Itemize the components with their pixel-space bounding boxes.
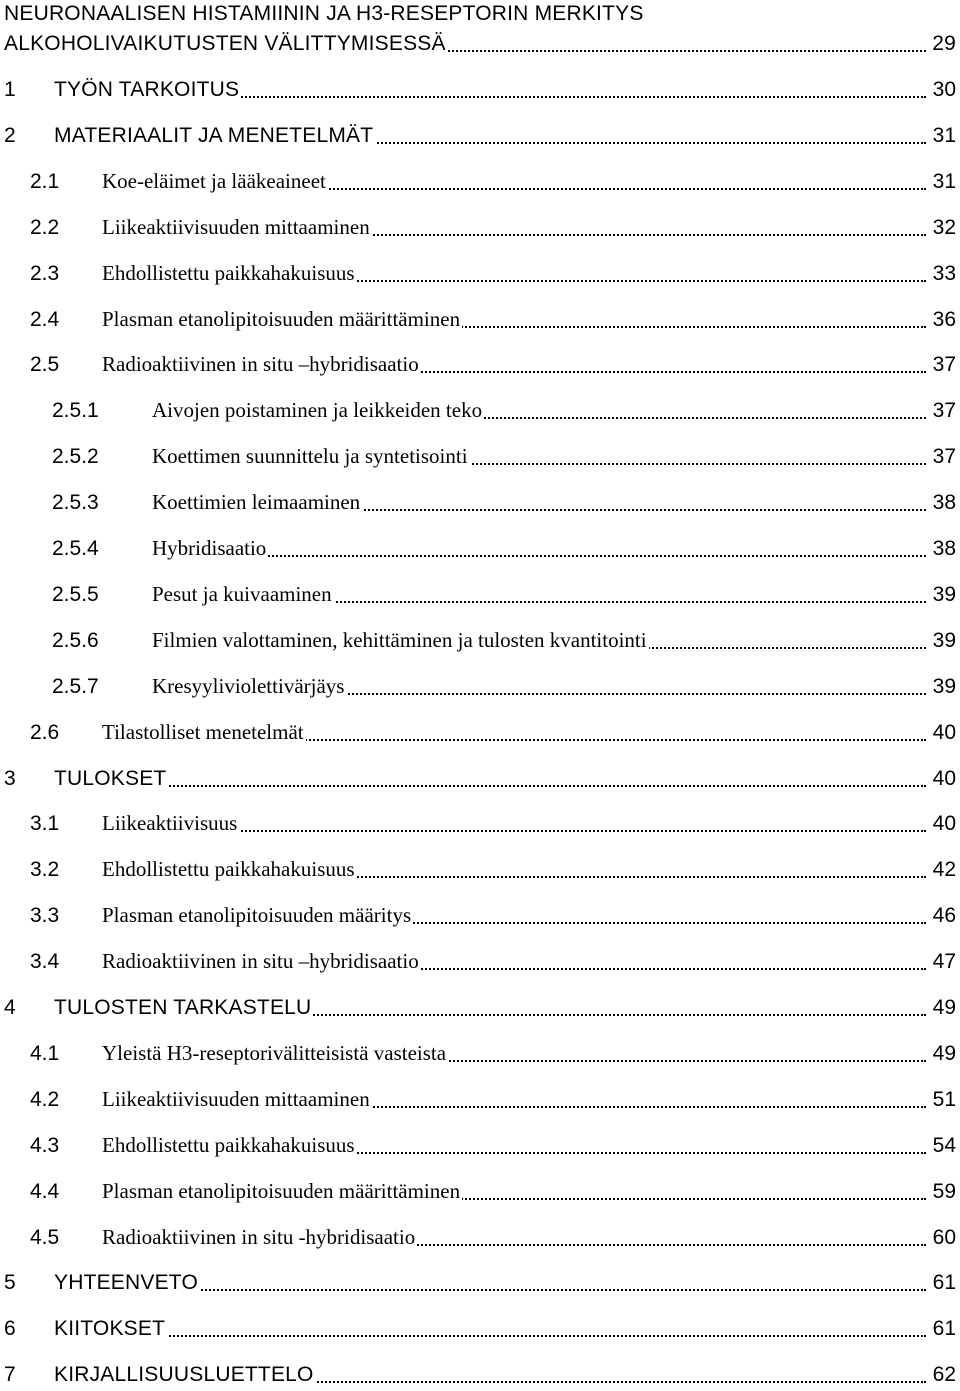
toc-entry-number: 2.4 xyxy=(30,307,60,331)
toc-entry-number: 2.5.1 xyxy=(52,399,99,423)
toc-entry-title: Ehdollistettu paikkahakuisuus xyxy=(102,1132,355,1157)
toc-entry-number: 4.3 xyxy=(30,1133,60,1157)
dot-leader xyxy=(172,555,926,557)
toc-entry-number: 4.1 xyxy=(30,1041,60,1065)
toc-page-number: 36 xyxy=(932,307,956,331)
toc-entry-title: Tilastolliset menetelmät xyxy=(102,719,304,744)
toc-entry[interactable] xyxy=(0,763,956,795)
toc-entry[interactable] xyxy=(0,717,956,749)
toc-heading-line2[interactable] xyxy=(0,28,956,60)
toc-entry-title: MATERIAALIT JA MENETELMÄT xyxy=(54,123,374,147)
toc-entry-number: 1 xyxy=(4,78,16,101)
toc-entry[interactable] xyxy=(0,212,956,244)
toc-page-number: 37 xyxy=(932,353,956,377)
toc-entry[interactable] xyxy=(0,166,956,198)
dot-leader xyxy=(74,1335,926,1337)
toc-entry-number: 3.4 xyxy=(30,950,60,974)
toc-page-number: 40 xyxy=(932,812,956,836)
toc-entry-title: Liikeaktiivisuuden mittaaminen xyxy=(102,1086,370,1111)
toc-entry-number: 5 xyxy=(4,1271,16,1295)
toc-page-number: 59 xyxy=(932,1179,956,1203)
toc-page-number: 46 xyxy=(932,904,956,928)
toc-entry-title: Koe-eläimet ja lääkeaineet xyxy=(102,168,326,193)
toc-page-number: 33 xyxy=(932,261,956,285)
toc-entry[interactable] xyxy=(0,1084,956,1116)
toc-page-number: 62 xyxy=(932,1363,956,1387)
toc-entry-number: 4.5 xyxy=(30,1225,60,1249)
toc-entry-number: 2.3 xyxy=(30,261,60,285)
toc-entry-title: Plasman etanolipitoisuuden määrittäminen xyxy=(102,1178,461,1203)
toc-heading-line1 xyxy=(0,0,956,30)
toc-entry-title: TULOKSET xyxy=(54,766,167,790)
toc-entry-number: 7 xyxy=(4,1363,16,1387)
toc-entry-title: Aivojen poistaminen ja leikkeiden teko xyxy=(152,398,483,423)
toc-page-number: 49 xyxy=(932,996,956,1019)
toc-entry[interactable] xyxy=(0,1267,956,1299)
toc-entry-number: 2.5.3 xyxy=(52,491,99,515)
toc-entry[interactable] xyxy=(0,349,956,381)
toc-entry[interactable] xyxy=(0,900,956,932)
toc-entry-title: Koettimien leimaaminen xyxy=(152,490,361,515)
toc-page-number: 40 xyxy=(932,720,956,744)
toc-entry-number: 2.2 xyxy=(30,215,60,239)
toc-entry-title: KIRJALLISUUSLUETTELO xyxy=(54,1363,314,1387)
toc-page-number: 49 xyxy=(932,1041,956,1065)
toc-page-number: 39 xyxy=(932,582,956,606)
toc-entry[interactable] xyxy=(0,625,956,657)
toc-entry-title: TYÖN TARKOITUS xyxy=(54,78,240,101)
toc-entry[interactable] xyxy=(0,120,956,152)
toc-heading-text-1: NEURONAALISEN HISTAMIININ JA H3-RESEPTORIN MERKITYS xyxy=(4,2,644,25)
toc-entry-title: Pesut ja kuivaaminen xyxy=(152,581,332,606)
toc-page-number: 38 xyxy=(932,491,956,515)
toc-entry-number: 4.2 xyxy=(30,1087,60,1111)
toc-entry-title: Radioaktiivinen in situ –hybridisaatio xyxy=(102,352,419,377)
toc-page-number: 39 xyxy=(932,674,956,698)
toc-entry-title: Ehdollistettu paikkahakuisuus xyxy=(102,857,355,882)
toc-entry[interactable] xyxy=(0,487,956,519)
toc-entry-number: 3.2 xyxy=(30,858,60,882)
toc-entry[interactable] xyxy=(0,441,956,473)
toc-entry[interactable] xyxy=(0,808,956,840)
toc-entry-number: 2.5.5 xyxy=(52,582,99,606)
toc-entry[interactable] xyxy=(0,1359,956,1391)
toc-entry-title: Filmien valottaminen, kehittäminen ja tulosten kvantitointi xyxy=(152,627,647,652)
toc-page-number: 47 xyxy=(932,950,956,974)
toc-entry-number: 2.5.7 xyxy=(52,674,99,698)
toc-entry[interactable] xyxy=(0,854,956,886)
toc-entry-number: 2 xyxy=(4,123,16,147)
toc-entry-number: 2.5.2 xyxy=(52,445,99,469)
toc-page-number: 61 xyxy=(932,1271,956,1295)
toc-entry-title: Liikeaktiivisuuden mittaaminen xyxy=(102,214,370,239)
toc-entry[interactable] xyxy=(0,946,956,978)
toc-entry[interactable] xyxy=(0,1222,956,1254)
toc-entry-title: KIITOKSET xyxy=(54,1317,166,1341)
toc-entry-number: 2.5.6 xyxy=(52,628,99,652)
toc-entry-title: Plasman etanolipitoisuuden määritys xyxy=(102,903,412,928)
toc-entry[interactable] xyxy=(0,1313,956,1345)
toc-page-number: 40 xyxy=(932,766,956,790)
dot-leader xyxy=(74,785,926,787)
toc-page-number: 51 xyxy=(932,1087,956,1111)
toc-entry-title: Kresyyliviolettivärjäys xyxy=(152,673,345,698)
toc-entry[interactable] xyxy=(0,579,956,611)
toc-entry-title: Koettimen suunnittelu ja syntetisointi xyxy=(152,444,468,469)
toc-entry-title: TULOSTEN TARKASTELU xyxy=(54,996,312,1019)
toc-entry[interactable] xyxy=(0,1038,956,1070)
toc-entry-number: 4.4 xyxy=(30,1179,60,1203)
toc-page-number: 31 xyxy=(932,123,956,147)
toc-heading-text-2: ALKOHOLIVAIKUTUSTEN VÄLITTYMISESSÄ xyxy=(4,32,446,55)
toc-entry-title: Radioaktiivinen in situ -hybridisaatio xyxy=(102,1224,416,1249)
toc-entry-number: 6 xyxy=(4,1317,16,1341)
toc-entry-title: Radioaktiivinen in situ –hybridisaatio xyxy=(102,949,419,974)
toc-entry-number: 2.6 xyxy=(30,720,60,744)
toc-entry-title: Ehdollistettu paikkahakuisuus xyxy=(102,260,355,285)
toc-entry[interactable] xyxy=(0,533,956,565)
dot-leader xyxy=(122,830,926,832)
toc-entry-title: Hybridisaatio xyxy=(152,536,267,560)
dot-leader xyxy=(74,1289,926,1291)
toc-page-number: 38 xyxy=(932,537,956,560)
toc-page-number: 42 xyxy=(932,858,956,882)
toc-entry[interactable] xyxy=(0,258,956,290)
toc-entry-title: Plasman etanolipitoisuuden määrittäminen xyxy=(102,306,461,331)
toc-page-number: 31 xyxy=(932,169,956,193)
toc-page-number: 37 xyxy=(932,445,956,469)
toc-entry-number: 3.3 xyxy=(30,904,60,928)
toc-entry-number: 3.1 xyxy=(30,812,60,836)
toc-page-number: 60 xyxy=(932,1225,956,1249)
toc-entry-title: YHTEENVETO xyxy=(54,1271,198,1295)
toc-entry-number: 4 xyxy=(4,996,16,1019)
toc-entry-title: Liikeaktiivisuus xyxy=(102,811,238,836)
toc-entry-number: 2.1 xyxy=(30,169,60,193)
toc-page-number: 37 xyxy=(932,399,956,423)
dot-leader xyxy=(420,50,926,52)
toc-entry[interactable] xyxy=(0,304,956,336)
toc-page-number: 29 xyxy=(932,32,956,55)
toc-entry[interactable] xyxy=(0,74,956,106)
toc-entry[interactable] xyxy=(0,1130,956,1162)
toc-entry-title: Yleistä H3-reseptorivälitteisistä vasteista xyxy=(102,1040,447,1065)
toc-entry-number: 3 xyxy=(4,766,16,790)
toc-page-number: 30 xyxy=(932,78,956,101)
toc-page-number: 61 xyxy=(932,1317,956,1341)
toc-page-number: 54 xyxy=(932,1133,956,1157)
toc-entry-number: 2.5 xyxy=(30,353,60,377)
toc-page-number: 39 xyxy=(932,628,956,652)
toc-entry[interactable] xyxy=(0,1176,956,1208)
toc-entry[interactable] xyxy=(0,671,956,703)
toc-entry[interactable] xyxy=(0,395,956,427)
toc-entry[interactable] xyxy=(0,992,956,1024)
toc-entry-number: 2.5.4 xyxy=(52,537,99,560)
toc-page-number: 32 xyxy=(932,215,956,239)
